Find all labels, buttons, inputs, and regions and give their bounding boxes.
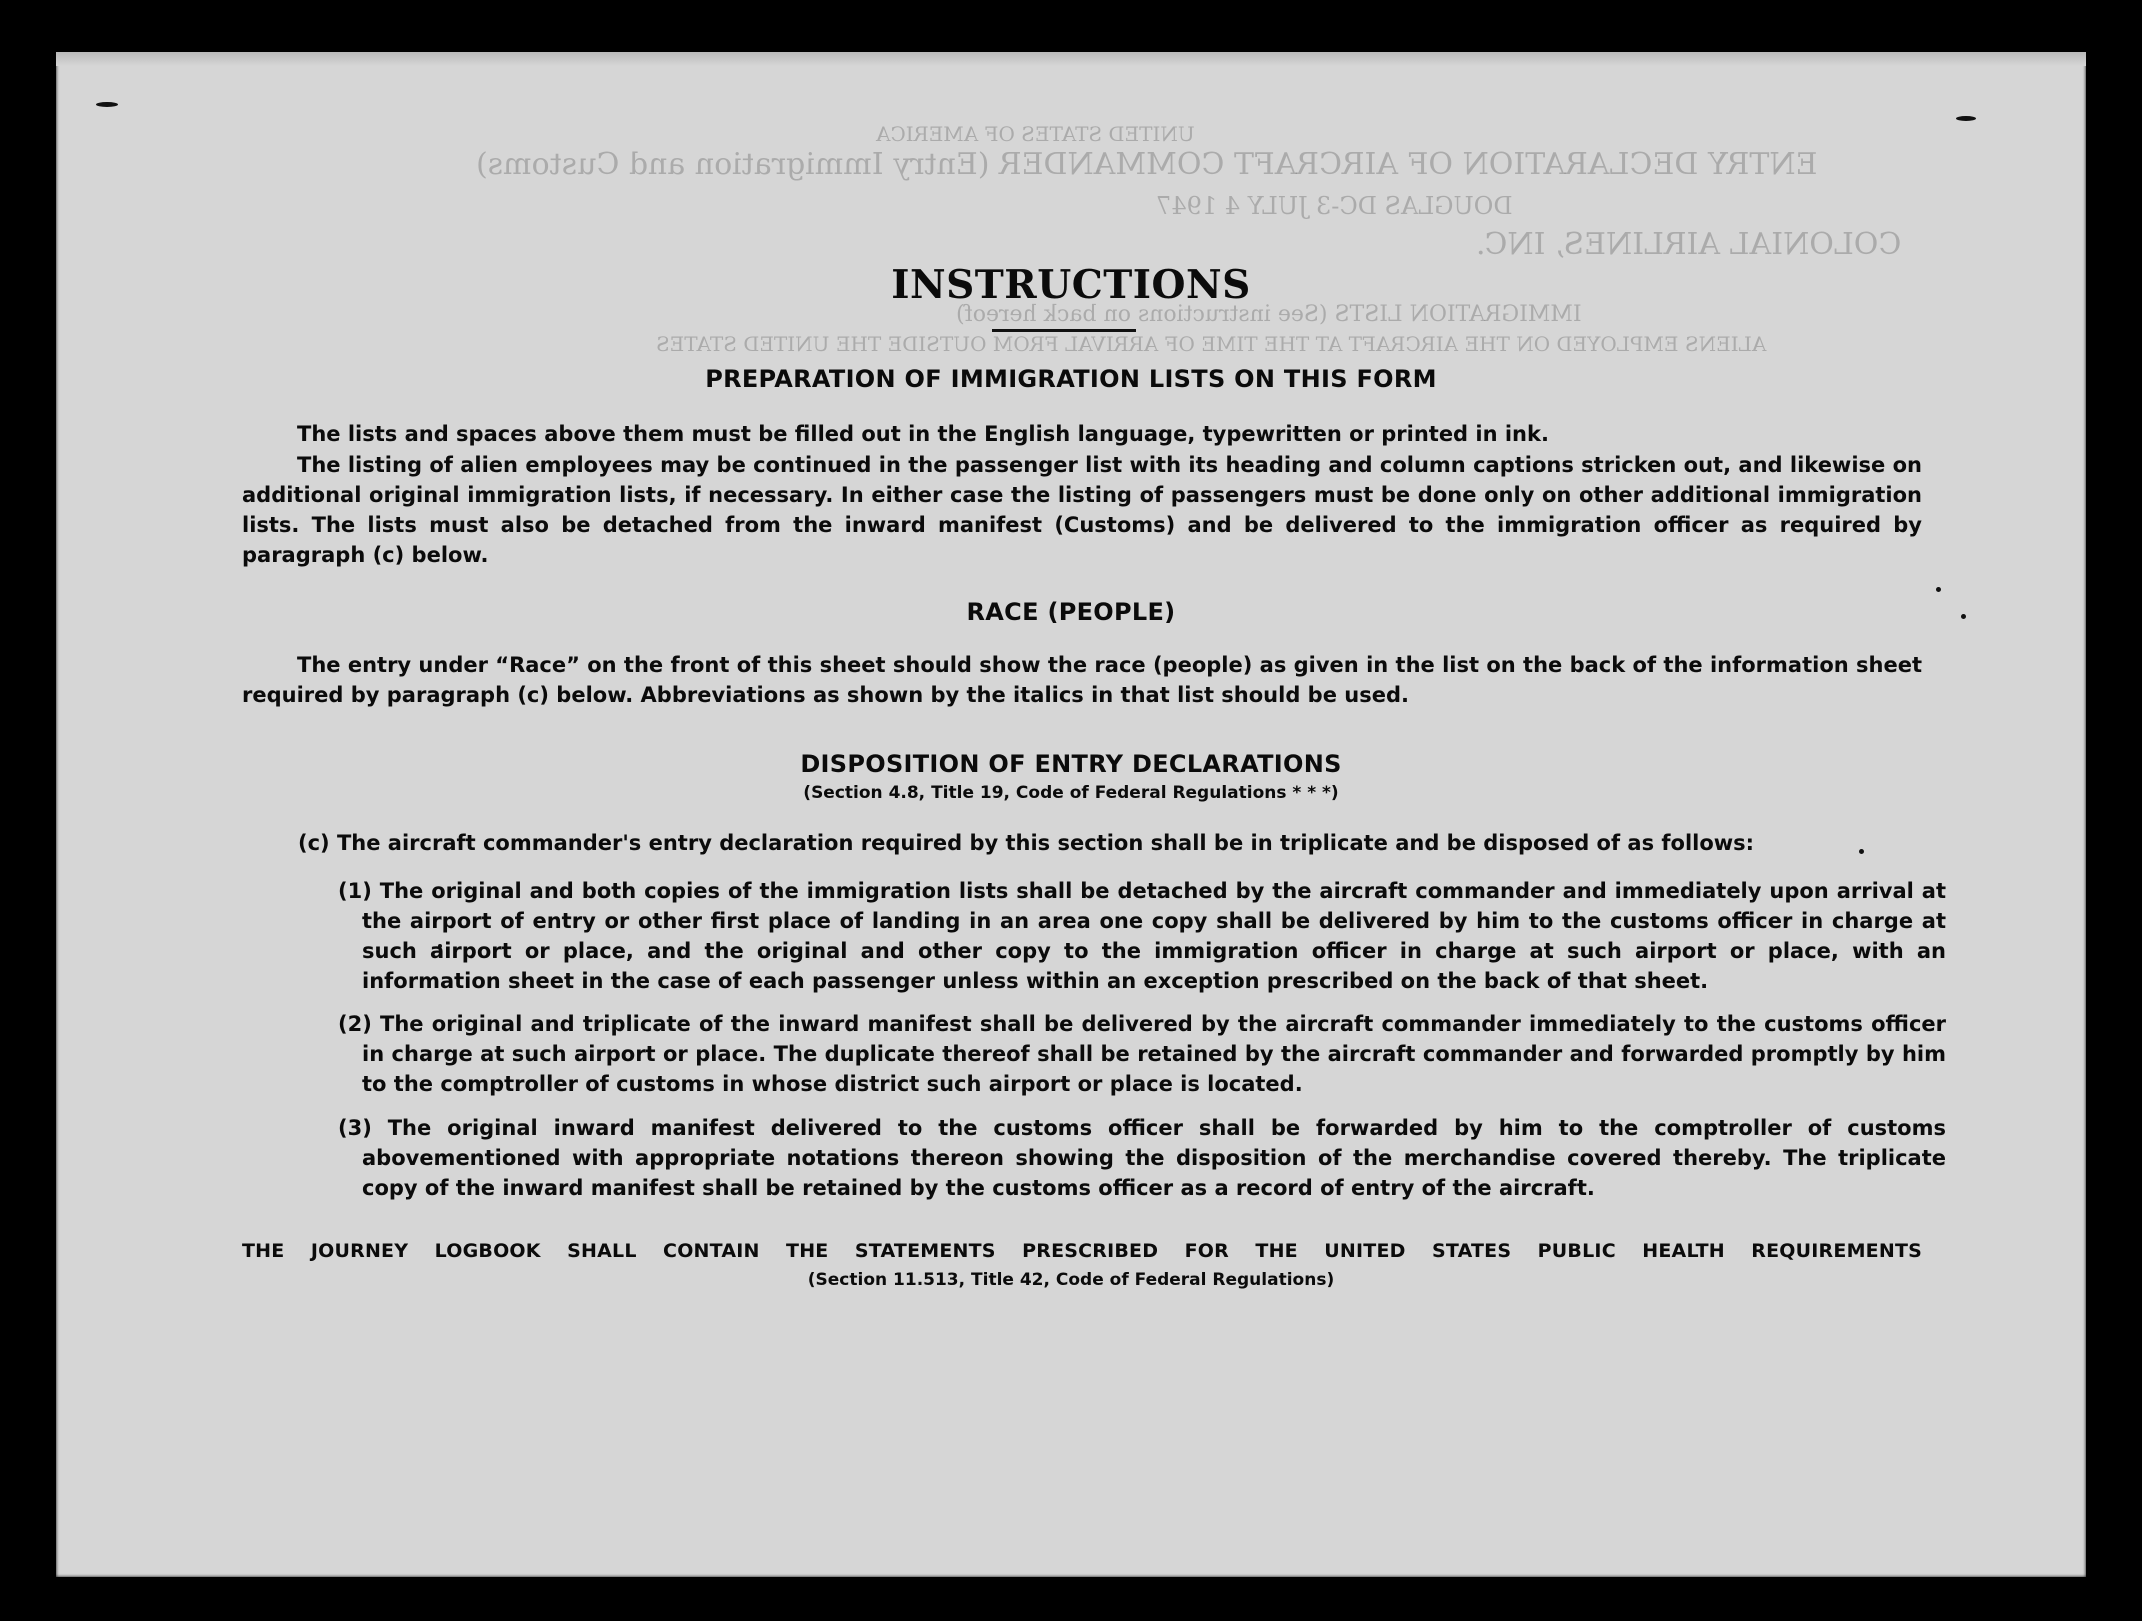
ink-speck xyxy=(1956,116,1976,121)
paragraph-race-entry: The entry under “Race” on the front of this sheet should show the race (people) as given in the list on the back of the information sheet required by paragraph (c) below. Abbreviations as shown by the italics in that list should be used. xyxy=(242,653,1922,707)
section-citation: (Section 4.8, Title 19, Code of Federal Regulations * * *) xyxy=(803,783,1339,803)
title-underline xyxy=(992,329,1136,332)
paragraph-english-language: The lists and spaces above them must be filled out in the English language, typewritten or printed in ink. xyxy=(297,422,1549,446)
bleed-through-line: COLONIAL AIRLINES, INC. xyxy=(1476,227,1902,262)
bleed-through-line: UNITED STATES OF AMERICA xyxy=(876,122,1195,146)
section-title-preparation: PREPARATION OF IMMIGRATION LISTS ON THIS FORM xyxy=(705,365,1437,393)
list-item-1: (1) The original and both copies of the immigration lists shall be detached by the aircraft commander and immediately upon arrival at the airport of entry or other first place of landing in an area one copy shall be delivered by him to the customs officer in charge at such airport or place, and the original and other copy to the immigration officer in charge at such airport or place, with an information sheet in the case of each passenger unless within an exception prescribed on the back of that sheet. xyxy=(338,879,1946,993)
paragraph-triplicate: (c) The aircraft commander's entry declaration required by this section shall be in triplicate and be disposed of as follows: xyxy=(298,831,1755,855)
bleed-through-line: JULY 4 1947 xyxy=(1156,192,1308,220)
document-sheet xyxy=(56,52,2086,1577)
bleed-through-line: DOUGLAS DC-3 xyxy=(1316,192,1513,220)
paper-top-edge xyxy=(56,52,2086,66)
ink-speck xyxy=(96,102,118,107)
ink-speck xyxy=(1936,587,1941,592)
bleed-through-line: ALIENS EMPLOYED ON THE AIRCRAFT AT THE TIME OF ARRIVAL FROM OUTSIDE THE UNITED STATES xyxy=(656,332,1767,356)
bleed-through-line: ENTRY DECLARATION OF AIRCRAFT COMMANDER (Entry Immigration and Customs) xyxy=(476,147,1818,182)
section-title-disposition: DISPOSITION OF ENTRY DECLARATIONS xyxy=(800,750,1342,778)
list-item-2: (2) The original and triplicate of the inward manifest shall be delivered by the aircraft commander immediately to the customs officer in charge at such airport or place. The duplicate thereof shall be retained by the aircraft commander and forwarded promptly by him to the comptroller of customs in whose district such airport or place is located. xyxy=(338,1012,1946,1096)
public-health-citation: (Section 11.513, Title 42, Code of Federal Regulations) xyxy=(807,1270,1335,1290)
bleed-through-line: IMMIGRATION LISTS (See instructions on back hereof) xyxy=(956,302,1582,327)
list-item-3: (3) The original inward manifest delivered to the customs officer shall be forwarded by him to the comptroller of customs abovementioned with appropriate notations thereon showing the disposition of the merchandise covered thereby. The triplicate copy of the inward manifest shall be retained by the customs officer as a record of entry of the aircraft. xyxy=(338,1116,1946,1200)
page-title: INSTRUCTIONS xyxy=(891,262,1251,308)
section-title-race: RACE (PEOPLE) xyxy=(966,598,1176,626)
paragraph-alien-employees: The listing of alien employees may be continued in the passenger list with its heading and column captions stricken out, and likewise on additional original immigration lists, if necessary. In either case the listing of passengers must be done only on other additional immigration lists. The lists must also be detached from the inward manifest (Customs) and be delivered to the immigration officer as required by paragraph (c) below. xyxy=(242,453,1922,567)
public-health-statement: THE JOURNEY LOGBOOK SHALL CONTAIN THE STATEMENTS PRESCRIBED FOR THE UNITED STATES PUBLIC HEALTH REQUIREMENTS xyxy=(242,1240,1922,1262)
